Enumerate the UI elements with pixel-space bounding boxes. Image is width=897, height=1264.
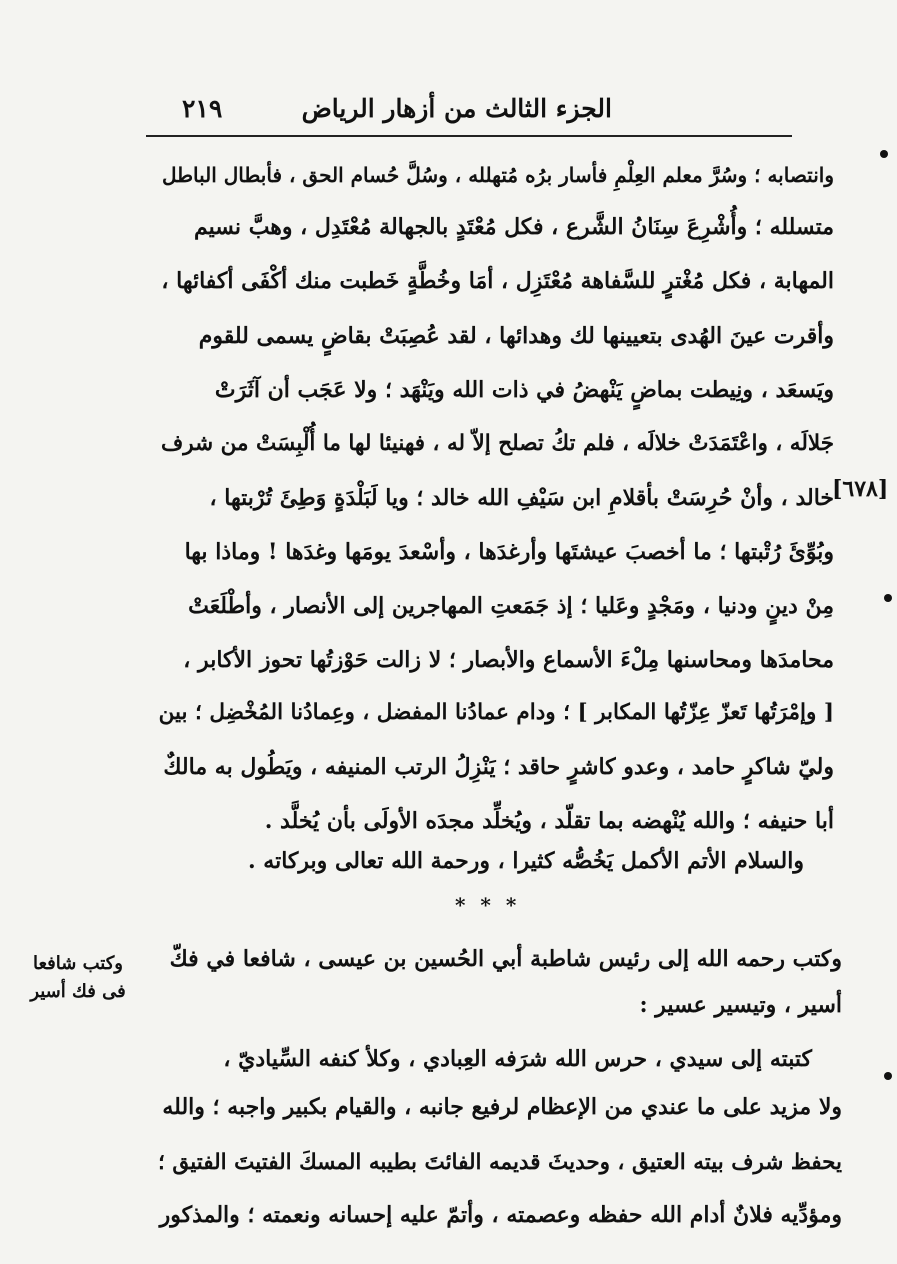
text-line: وليّ شاكرٍ حامد ، وعدو كاشرٍ حاقد ؛ يَنْزِلُ الرتب المنيفه ، ويَطُول به مالكٌ [163, 754, 834, 780]
text-line: محامدَها ومحاسنها مِلْءَ الأسماع والأبصار ؛ لا زالت حَوْزتُها تحوز الأكابر ، [183, 647, 834, 673]
text-line: ويَسعَد ، ونِيطت بماضٍ يَنْهضُ في ذات الله ويَنْهَد ؛ ولا عَجَب أن آثَرَتْ [214, 377, 834, 403]
second-letter [150, 930, 882, 1250]
text-line: ولا مزيد على ما عندي من الإعظام لرفيع جانبه ، والقيام بكبير واجبه ؛ والله [162, 1094, 842, 1120]
page-number: ٢١٩ [182, 94, 223, 123]
closing-line: والسلام الأتم الأكمل يَخُصُّه كثيرا ، ورحمة الله تعالى وبركاته . [247, 848, 804, 874]
text-line: [ وإمْرَتُها تَعزّ عِزّتُها المكابر ] ؛ ودام عمادُنا المفضل ، وعِمادُنا المُخْضِل ؛ بين [158, 700, 834, 725]
margin-reference: [٦٧٨] [832, 476, 889, 502]
text-line: ومؤدِّيه فلانٌ أدام الله حفظه وعصمته ، وأتمّ عليه إحسانه ونعمته ؛ والمذكور [159, 1202, 842, 1228]
text-line: وكتب رحمه الله إلى رئيس شاطبة أبي الحُسين بن عيسى ، شافعا في فكّ [169, 946, 842, 972]
text-line: أبا حنيفه ؛ والله يُنْهضه بما تقلّد ، ويُخلِّد مجدَه الأولَى بأن يُخلَّد . [264, 808, 834, 834]
side-note [16, 950, 140, 1006]
binding-mark [884, 1072, 892, 1080]
text-line: وأقرت عينَ الهُدى بتعيينها لك وهدائها ، لقد عُصِبَتْ بقاضٍ يسمى للقوم [198, 323, 834, 349]
side-note-line: فى فك أسير [30, 981, 126, 1002]
text-line: مِنْ دينٍ ودنيا ، ومَجْدٍ وعَليا ؛ إذ جَمَعتِ المهاجرين إلى الأنصار ، وأطْلَعَتْ [188, 593, 834, 619]
text-line: متسلله ؛ وأُشْرِعَ سِنَانُ الشَّرع ، فكل مُعْتَدٍ بالجهالة مُعْتَدِل ، وهبَّ نسيم [194, 214, 834, 240]
page-header [146, 92, 792, 138]
letter-body [150, 160, 834, 880]
section-separator: * * * [455, 893, 521, 917]
binding-mark [880, 150, 888, 158]
text-line: المهابة ، فكل مُغْترٍ للسَّفاهة مُعْتَزِل ، أمَا وخُطَّةٍ خَطبت منك أكْفَى أكفائها ، [161, 268, 834, 294]
binding-mark [884, 594, 892, 602]
text-line: خالد ، وأنْ حُرِسَتْ بأقلامِ ابن سَيْفِ الله خالد ؛ ويا لَبَلْدَةٍ وَطِئَ تُرْبتها ، [209, 485, 834, 511]
running-title: الجزء الثالث من أزهار الرياض [301, 94, 612, 123]
side-note-line: وكتب شافعا [33, 953, 123, 974]
text-line: كتبته إلى سيدي ، حرس الله شرَفه العِبادي ، وكلأ كنفه السِّياديّ ، [223, 1046, 812, 1072]
text-line: جَلالَه ، واعْتَمَدَتْ خلالَه ، فلم تكُ تصلح إلاّ له ، فهنيئا لها ما أُلْبِسَتْ من شرف [161, 431, 834, 456]
header-rule [146, 135, 792, 137]
text-line: وانتصابه ؛ وسُرَّ معلم العِلْمِ فأسار برُه مُتهلله ، وسُلَّ حُسام الحق ، فأبطال الباطل [161, 163, 834, 187]
text-line: أسير ، وتيسير عسير : [639, 992, 842, 1018]
text-line: وبُوِّئَ رُتْبتها ؛ ما أخصبَ عيشتَها وأرغدَها ، وأسْعدَ يومَها وغدَها ! وماذا بها [184, 539, 834, 565]
text-line: يحفظ شرف بيته العتيق ، وحديثَ قديمه الفائتَ بطيبه المسكَ الفتيتَ الفتيق ؛ [158, 1150, 842, 1175]
